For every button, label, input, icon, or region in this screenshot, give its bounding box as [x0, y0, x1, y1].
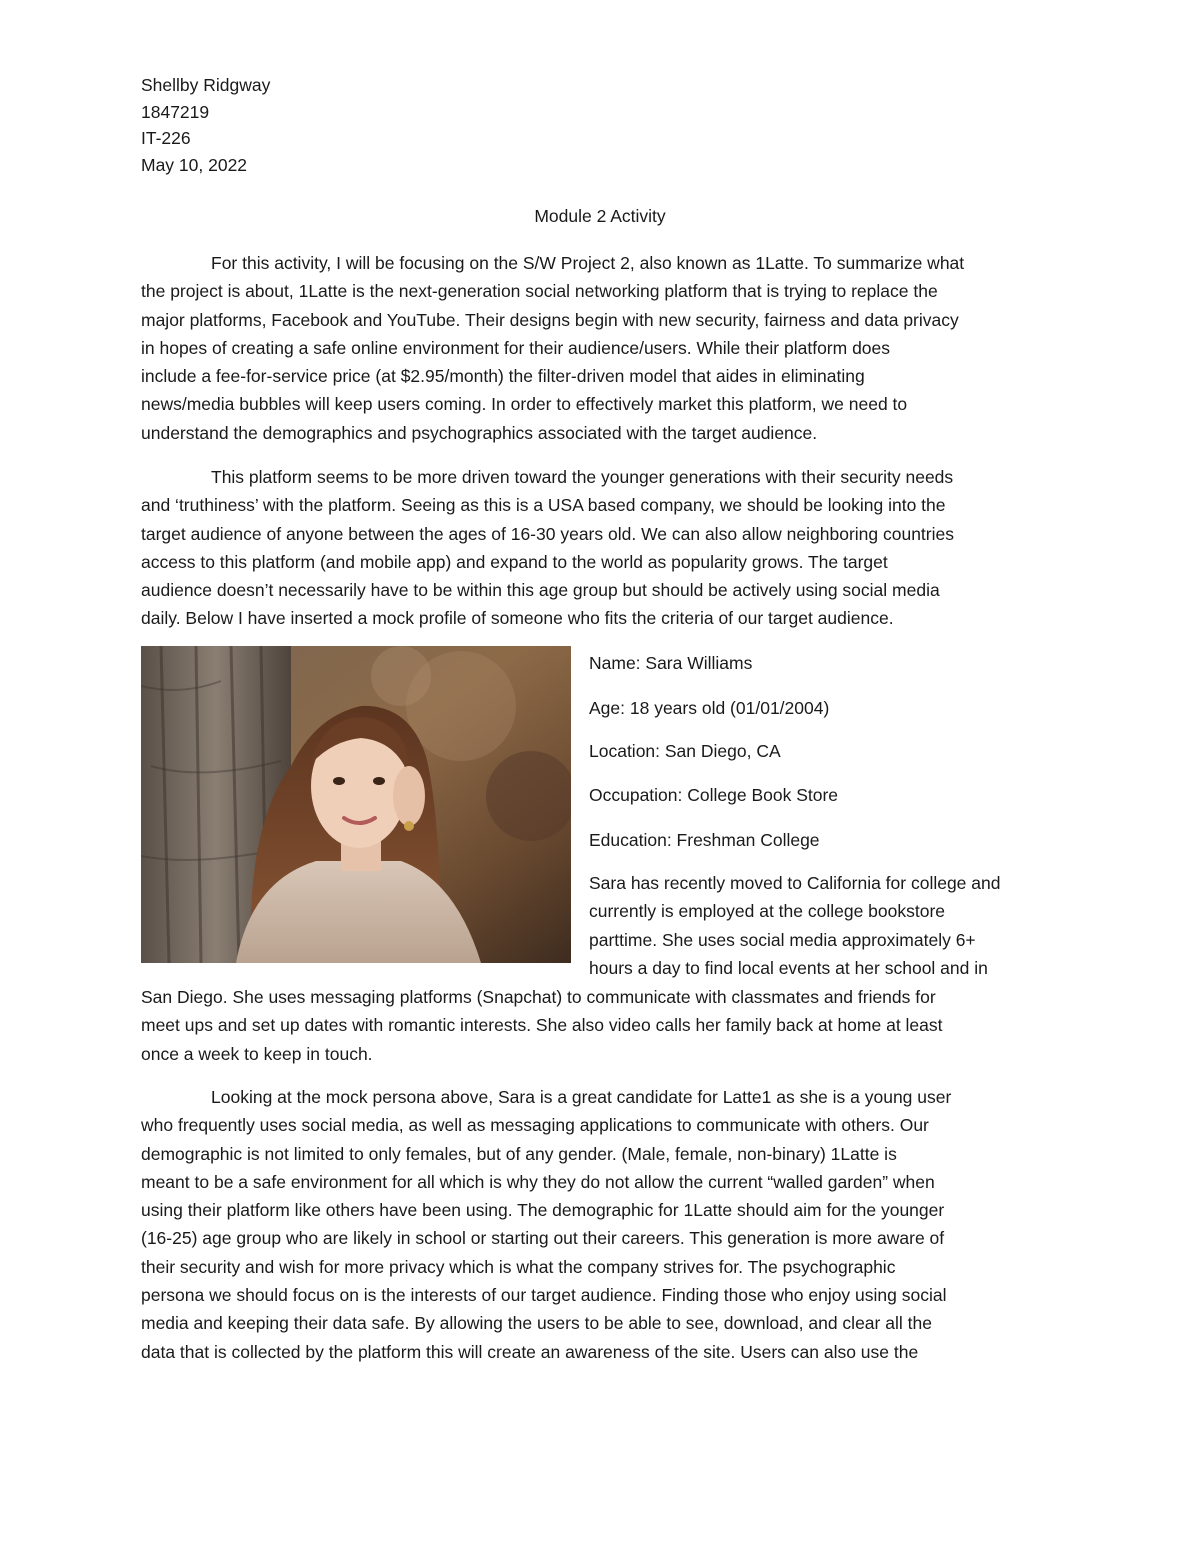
document-date: May 10, 2022: [141, 154, 248, 175]
text-line: audience doesn’t necessarily have to be within this age group but should be actively using social media: [141, 580, 940, 601]
text-line: their security and wish for more privacy which is what the company strives for. The psychographic: [141, 1256, 896, 1277]
persona-education: Education: Freshman College: [589, 830, 820, 850]
text-line: target audience of anyone between the ages of 16-30 years old. We can also allow neighboring countries: [141, 523, 954, 544]
text-line: once a week to keep in touch.: [141, 1043, 373, 1064]
persona-photo: [141, 646, 571, 963]
text-line: and ‘truthiness’ with the platform. Seeing as this is a USA based company, we should be looking into the: [141, 495, 946, 516]
text-line: currently is employed at the college bookstore: [589, 901, 946, 922]
text-line: news/media bubbles will keep users coming. In order to effectively market this platform, we need to: [141, 394, 908, 415]
text-line: meet ups and set up dates with romantic interests. She also video calls her family back at home at least: [141, 1015, 943, 1036]
persona-location: Location: San Diego, CA: [589, 741, 781, 761]
text-line: hours a day to find local events at her school and in: [589, 957, 988, 978]
text-line: San Diego. She uses messaging platforms (Snapchat) to communicate with classmates and friends for: [141, 987, 936, 1007]
paragraph-analysis: [141, 1083, 1059, 1366]
text-line: This platform seems to be more driven toward the younger generations with their security needs: [211, 467, 954, 487]
paragraph-persona-continued: [141, 983, 1059, 1068]
text-line: access to this platform (and mobile app) and expand to the world as popularity grows. The target: [141, 551, 888, 572]
document-title: Module 2 Activity: [534, 206, 666, 226]
persona-age: Age: 18 years old (01/01/2004): [589, 698, 830, 718]
persona-occupation: Occupation: College Book Store: [589, 785, 839, 805]
text-line: include a fee-for-service price (at $2.95/month) the filter-driven model that aides in eliminating: [141, 366, 865, 387]
text-line: meant to be a safe environment for all which is why they do not allow the current “walled garden” when: [141, 1171, 935, 1192]
text-line: demographic is not limited to only females, but of any gender. (Male, female, non-binary) 1Latte is: [141, 1143, 897, 1164]
text-line: For this activity, I will be focusing on the S/W Project 2, also known as 1Latte. To summarize what: [211, 253, 965, 273]
course-code: IT-226: [141, 128, 191, 148]
author-name: Shellby Ridgway: [141, 75, 271, 95]
text-line: media and keeping their data safe. By allowing the users to be able to see, download, and clear all the: [141, 1313, 932, 1334]
text-line: persona we should focus on is the interests of our target audience. Finding those who enjoy using social: [141, 1285, 947, 1306]
text-line: data that is collected by the platform this will create an awareness of the site. Users can also use the: [141, 1341, 919, 1362]
text-line: Sara has recently moved to California for college and: [589, 873, 1001, 893]
portrait-illustration: [141, 646, 571, 963]
text-line: parttime. She uses social media approximately 6+: [589, 929, 976, 950]
persona-name: Name: Sara Williams: [589, 653, 753, 673]
text-line: who frequently uses social media, as well as messaging applications to communicate with others. Our: [141, 1115, 929, 1136]
text-line: daily. Below I have inserted a mock profile of someone who fits the criteria of our target audience.: [141, 608, 894, 629]
paragraph-target-audience: [141, 463, 1059, 633]
paragraph-intro: [141, 249, 1059, 447]
text-line: understand the demographics and psychographics associated with the target audience.: [141, 422, 818, 443]
student-id: 1847219: [141, 101, 210, 122]
text-line: Looking at the mock persona above, Sara is a great candidate for Latte1 as she is a young user: [211, 1087, 952, 1107]
persona-description: [589, 869, 1000, 982]
text-line: major platforms, Facebook and YouTube. Their designs begin with new security, fairness and data privacy: [141, 309, 959, 330]
text-line: in hopes of creating a safe online environment for their audience/users. While their platform does: [141, 337, 891, 358]
document-header: [141, 72, 270, 178]
text-line: the project is about, 1Latte is the next-generation social networking platform that is trying to replace the: [141, 281, 938, 302]
text-line: (16-25) age group who are likely in school or starting out their careers. This generation is more aware of: [141, 1228, 945, 1249]
text-line: using their platform like others have been using. The demographic for 1Latte should aim for the younger: [141, 1200, 945, 1221]
